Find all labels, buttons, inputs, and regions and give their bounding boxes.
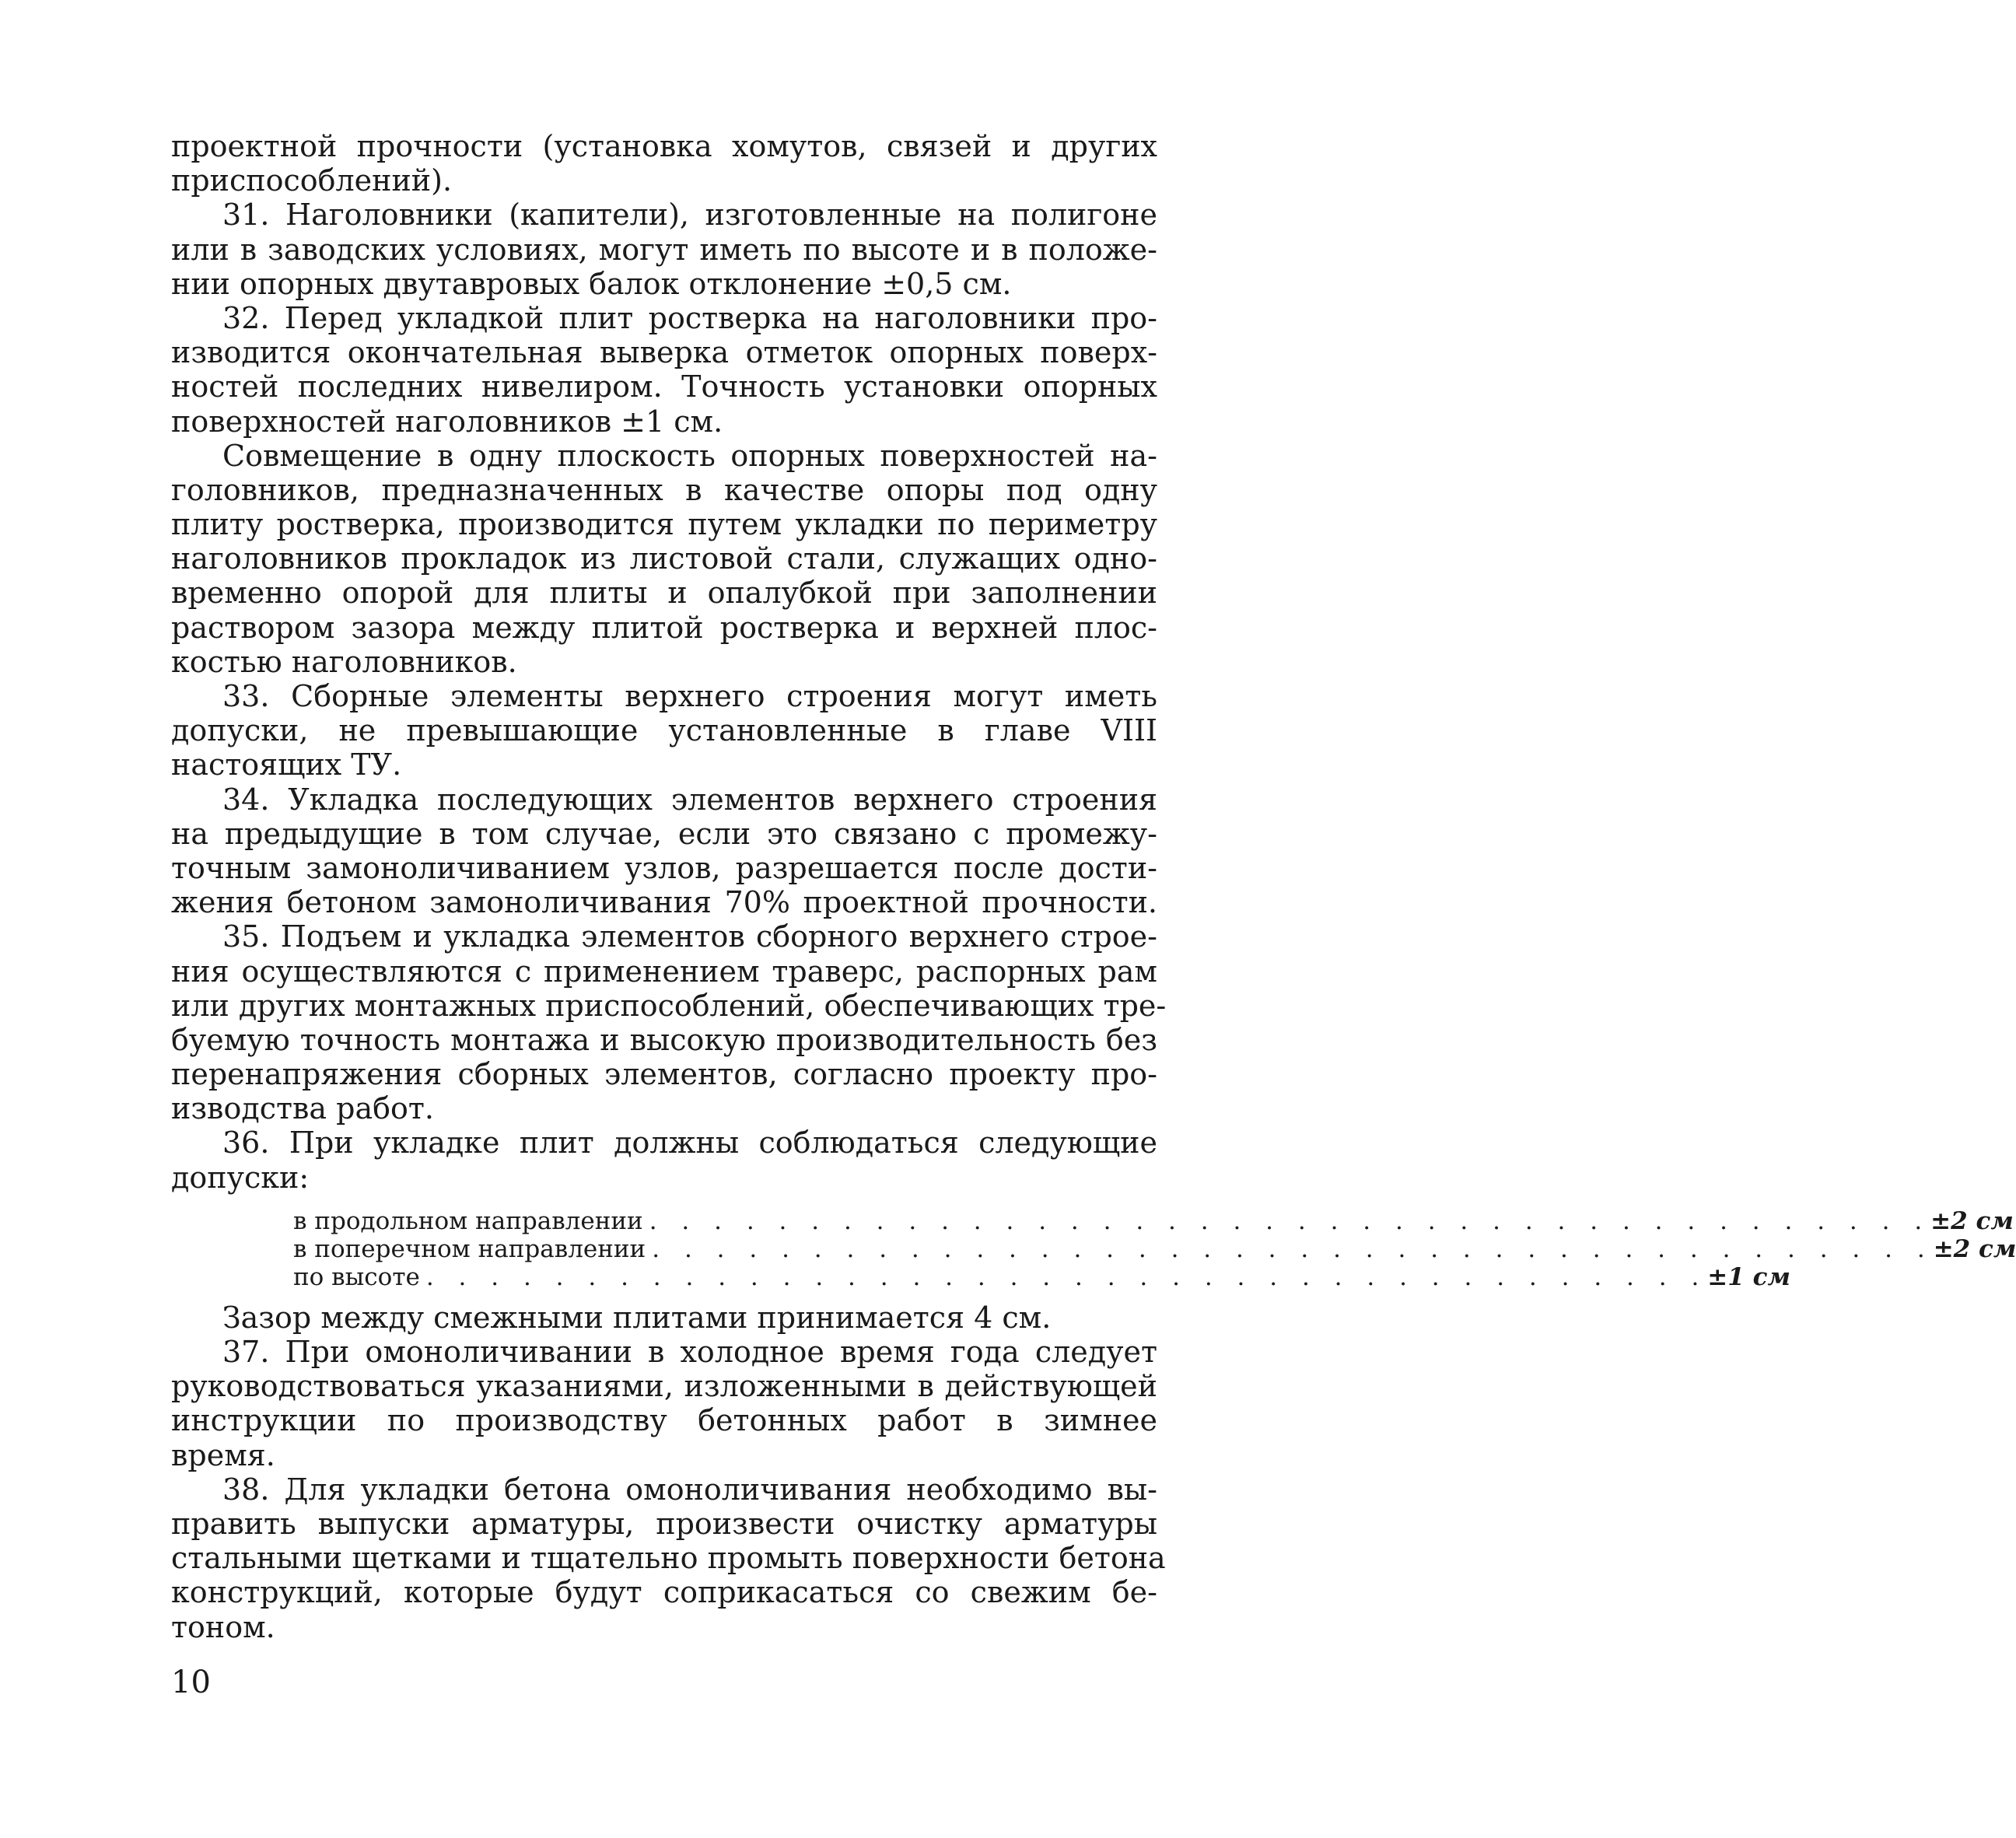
text-line: костью наголовников. (171, 644, 517, 679)
dot-leader: . . . . . . . . . . . . . . . . . . . . . . . . . . . . . . . . . . . . . . . . (652, 1234, 1934, 1263)
tolerance-value: ±2 см (1933, 1234, 2016, 1263)
paragraph-32-continued (171, 439, 1157, 679)
text-line: Совмещение в одну плоскость опорных поверхностей на- (222, 438, 1157, 473)
paragraph-35 (171, 919, 1167, 1126)
text-line: 37. При омоноличивании в холодное время года следует (222, 1335, 1157, 1369)
page-number: 10 (171, 1665, 211, 1700)
tolerance-value: ±1 см (1707, 1262, 1790, 1291)
tolerance-row (293, 1234, 2016, 1263)
text-line: точным замоноличиванием узлов, разрешается после дости- (171, 850, 1157, 885)
paragraph-38 (171, 1472, 1166, 1644)
text-line: время. (171, 1437, 275, 1472)
dot-leader: . . . . . . . . . . . . . . . . . . . . . . . . . . . . . . . . . . . . . . . . (425, 1262, 1708, 1291)
paragraph-37 (171, 1335, 1157, 1472)
text-line: стальными щетками и тщательно промыть поверхности бетона (171, 1541, 1166, 1576)
text-line: 32. Перед укладкой плит ростверка на наголовники про- (222, 300, 1157, 335)
text-line: допуски: (171, 1160, 310, 1195)
document-page (171, 129, 2016, 1644)
text-line: тоном. (171, 1609, 275, 1644)
text-line: плиту ростверка, производится путем укладки по периметру (171, 507, 1157, 542)
tolerance-label: в поперечном направлении (293, 1234, 646, 1263)
paragraph-gap (171, 1301, 1157, 1335)
text-line: настоящих ТУ. (171, 747, 402, 782)
text-line: на предыдущие в том случае, если это связано с промежу- (171, 816, 1157, 851)
text-line: временно опорой для плиты и опалубкой при заполнении (171, 576, 1157, 611)
text-line: изводится окончательная выверка отметок опорных поверх- (171, 335, 1157, 370)
tolerance-list (293, 1206, 2016, 1291)
text-line: буемую точность монтажа и высокую производительность без (171, 1022, 1157, 1057)
text-line: 38. Для укладки бетона омоноличивания необходимо вы- (222, 1472, 1157, 1507)
paragraph-33 (171, 679, 1157, 782)
text-line: головников, предназначенных в качестве опоры под одну (171, 472, 1157, 507)
tolerance-row (293, 1262, 1790, 1291)
text-line: жения бетоном замоноличивания 70% проектной прочности. (171, 885, 1157, 920)
tolerance-row (293, 1206, 2014, 1235)
text-line: 34. Укладка последующих элементов верхнего строения (222, 782, 1157, 817)
text-line: 36. При укладке плит должны соблюдаться следующие (222, 1126, 1157, 1161)
text-line: допуски, не превышающие установленные в главе VIII (171, 713, 1157, 748)
text-line: приспособлений). (171, 163, 453, 198)
tolerance-value: ±2 см (1930, 1206, 2014, 1235)
text-line: 35. Подъем и укладка элементов сборного верхнего строе- (222, 919, 1157, 954)
dot-leader: . . . . . . . . . . . . . . . . . . . . . . . . . . . . . . . . . . . . . . . . (649, 1206, 1931, 1235)
paragraph-36 (171, 1126, 1157, 1194)
paragraph-34 (171, 782, 1157, 920)
paragraph-32 (171, 301, 1157, 439)
text-line: поверхностей наголовников ±1 см. (171, 404, 723, 439)
text-line: нии опорных двутавровых балок отклонение ±0,5 см. (171, 266, 1012, 301)
text-line: проектной прочности (установка хомутов, связей и других (171, 129, 1157, 163)
text-line: или в заводских условиях, могут иметь по высоте и в положе- (171, 232, 1157, 267)
text-line: или других монтажных приспособлений, обеспечивающих тре- (171, 988, 1167, 1023)
text-line: 31. Наголовники (капители), изготовленные на полигоне (222, 198, 1157, 233)
text-line: руководствоваться указаниями, изложенными в действующей (171, 1369, 1157, 1404)
text-line: наголовников прокладок из листовой стали, служащих одно- (171, 541, 1157, 576)
text-line: раствором зазора между плитой ростверка и верхней плос- (171, 610, 1157, 645)
paragraph-31 (171, 198, 1157, 301)
text-line: перенапряжения сборных элементов, согласно проекту про- (171, 1057, 1157, 1092)
tolerance-label: в продольном направлении (293, 1206, 643, 1235)
text-line: править выпуски арматуры, произвести очистку арматуры (171, 1506, 1157, 1541)
text-line: ностей последних нивелиром. Точность установки опорных (171, 369, 1157, 404)
text-line: 33. Сборные элементы верхнего строения могут иметь (222, 679, 1157, 713)
text-line: инструкции по производству бетонных работ в зимнее (171, 1403, 1157, 1438)
paragraph-intro (171, 129, 1157, 198)
text-line: Зазор между смежными плитами принимается 4 см. (222, 1300, 1052, 1335)
text-line: конструкций, которые будут соприкасаться со свежим бе- (171, 1575, 1157, 1610)
text-line: изводства работ. (171, 1091, 434, 1126)
text-line: ния осуществляются с применением траверс, распорных рам (171, 954, 1157, 989)
tolerance-label: по высоте (293, 1262, 420, 1291)
